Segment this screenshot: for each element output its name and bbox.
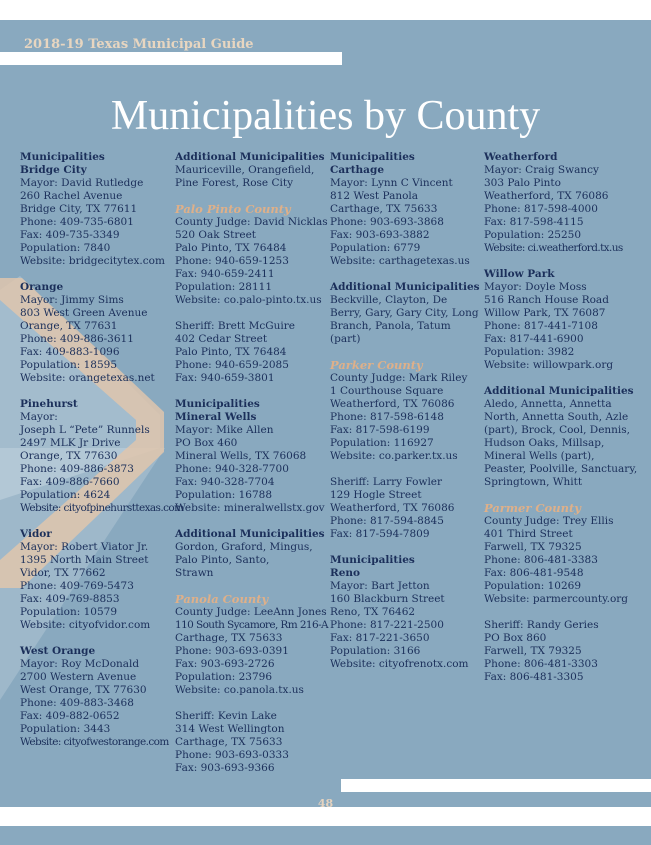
entry-line: Fax: 817-598-4115 <box>484 216 584 228</box>
section-heading: Additional Municipalities <box>484 385 634 397</box>
entry-line: 1395 North Main Street <box>20 554 149 566</box>
section-heading: Vidor <box>20 528 52 540</box>
entry-line: Population: 3982 <box>484 346 575 358</box>
entry-line: Phone: 903-693-3868 <box>330 216 444 228</box>
entry-line: Phone: 817-598-4000 <box>484 203 598 215</box>
entry-line: Willow Park, TX 76087 <box>484 307 606 319</box>
entry-line: 516 Ranch House Road <box>484 294 609 306</box>
section-heading: Municipalities <box>20 151 105 163</box>
entry-line: Phone: 409-886-3611 <box>20 333 134 345</box>
entry-line: Fax: 817-441-6900 <box>484 333 584 345</box>
page-number: 48 <box>317 797 334 810</box>
entry-line: Berry, Gary, Gary City, Long <box>330 307 479 319</box>
county-heading: Panola County <box>175 592 269 606</box>
website-line: Website: cityofpinehursttexas.com <box>20 502 184 514</box>
column-4 <box>484 151 636 684</box>
entry-line: Population: 25250 <box>484 229 582 241</box>
guide-title: 2018-19 Texas Municipal Guide <box>24 37 254 52</box>
entry-line: Fax: 409-735-3349 <box>20 229 120 241</box>
entry-line: Phone: 409-883-3468 <box>20 697 134 709</box>
entry-line: Vidor, TX 77662 <box>20 567 106 579</box>
entry-line: Phone: 940-659-2085 <box>175 359 289 371</box>
entry-line: Mayor: Doyle Moss <box>484 281 587 293</box>
entry-line: Population: 23796 <box>175 671 273 683</box>
entry-line: (part) <box>330 333 361 345</box>
spacer <box>484 606 636 619</box>
column-2 <box>175 151 327 775</box>
spacer <box>175 307 327 320</box>
entry-line: Fax: 817-598-6199 <box>330 424 430 436</box>
section-heading: Bridge City <box>20 164 87 176</box>
website-line: Website: mineralwellstx.gov <box>175 502 325 514</box>
entry-line: Phone: 940-328-7700 <box>175 463 289 475</box>
entry-line: Mayor: Lynn C Vincent <box>330 177 453 189</box>
entry-line: Joseph L “Pete” Runnels <box>20 424 150 436</box>
entry-line: 401 Third Street <box>484 528 573 540</box>
entry-line: Orange, TX 77630 <box>20 450 118 462</box>
entry-line: Mayor: Bart Jetton <box>330 580 430 592</box>
entry-line: Fax: 903-693-9366 <box>175 762 275 774</box>
entry-line: Gordon, Graford, Mingus, <box>175 541 313 553</box>
entry-line: County Judge: Mark Riley <box>330 372 468 384</box>
entry-line: 2700 Western Avenue <box>20 671 137 683</box>
entry-line: Hudson Oaks, Millsap, <box>484 437 605 449</box>
entry-line: 260 Rachel Avenue <box>20 190 123 202</box>
county-heading: Palo Pinto County <box>175 202 291 216</box>
entry-line: Fax: 409-769-8853 <box>20 593 120 605</box>
entry-line: Population: 7840 <box>20 242 111 254</box>
section-heading: Orange <box>20 281 64 293</box>
entry-line: Fax: 940-659-3801 <box>175 372 275 384</box>
entry-line: Population: 10269 <box>484 580 582 592</box>
entry-line: Phone: 817-598-6148 <box>330 411 444 423</box>
spacer <box>20 385 172 398</box>
spacer <box>330 463 482 476</box>
spacer <box>20 268 172 281</box>
entry-line: 110 South Sycamore, Rm 216-A <box>175 619 328 631</box>
county-heading: Parmer County <box>484 501 581 515</box>
entry-line: Phone: 806-481-3303 <box>484 658 598 670</box>
entry-line: 160 Blackburn Street <box>330 593 445 605</box>
spacer <box>20 632 172 645</box>
county-heading: Parker County <box>330 358 423 372</box>
entry-line: Phone: 817-221-2500 <box>330 619 444 631</box>
entry-line: 303 Palo Pinto <box>484 177 561 189</box>
entry-line: Population: 4624 <box>20 489 111 501</box>
entry-line: Population: 16788 <box>175 489 273 501</box>
entry-line: Population: 10579 <box>20 606 118 618</box>
spacer <box>175 515 327 528</box>
spacer <box>20 515 172 528</box>
entry-line: Beckville, Clayton, De <box>330 294 448 306</box>
entry-line: Phone: 903-693-0333 <box>175 749 289 761</box>
column-1 <box>20 151 184 749</box>
website-line: Website: bridgecitytex.com <box>20 255 165 267</box>
section-heading: Additional Municipalities <box>175 151 325 163</box>
entry-line: 812 West Panola <box>330 190 419 202</box>
entry-line: Fax: 940-659-2411 <box>175 268 275 280</box>
entry-line: Palo Pinto, Santo, <box>175 554 270 566</box>
entry-line: 803 West Green Avenue <box>20 307 148 319</box>
section-heading: Willow Park <box>484 268 555 280</box>
entry-line: Phone: 903-693-0391 <box>175 645 289 657</box>
entry-line: Phone: 817-441-7108 <box>484 320 598 332</box>
entry-line: Sheriff: Brett McGuire <box>175 320 295 332</box>
entry-line: Sheriff: Larry Fowler <box>330 476 443 488</box>
entry-line: Mayor: Mike Allen <box>175 424 274 436</box>
entry-line: Farwell, TX 79325 <box>484 541 582 553</box>
entry-line: Pine Forest, Rose City <box>175 177 293 189</box>
entry-line: 129 Hogle Street <box>330 489 422 501</box>
entry-line: Springtown, Whitt <box>484 476 583 488</box>
entry-line: Weatherford, TX 76086 <box>330 398 455 410</box>
website-line: Website: parmercounty.org <box>484 593 629 605</box>
entry-line: Branch, Panola, Tatum <box>330 320 451 332</box>
entry-line: Mayor: Roy McDonald <box>20 658 140 670</box>
entry-line: 1 Courthouse Square <box>330 385 444 397</box>
entry-line: Mineral Wells (part), <box>484 450 595 462</box>
entry-line: Fax: 903-693-3882 <box>330 229 430 241</box>
section-heading: Carthage <box>330 164 385 176</box>
entry-line: Population: 3443 <box>20 723 111 735</box>
section-heading: Municipalities <box>330 554 415 566</box>
entry-line: Population: 6779 <box>330 242 421 254</box>
website-line: Website: orangetexas.net <box>20 372 155 384</box>
entry-line: West Orange, TX 77630 <box>20 684 147 696</box>
section-heading: Municipalities <box>330 151 415 163</box>
entry-line: PO Box 860 <box>484 632 547 644</box>
entry-line: Fax: 817-221-3650 <box>330 632 430 644</box>
website-line: Website: cityofwestorange.com <box>20 736 169 748</box>
spacer <box>175 697 327 710</box>
entry-line: Population: 3166 <box>330 645 421 657</box>
website-line: Website: co.parker.tx.us <box>330 450 458 462</box>
entry-line: North, Annetta South, Azle <box>484 411 629 423</box>
website-line: Website: co.palo-pinto.tx.us <box>175 294 322 306</box>
entry-line: 520 Oak Street <box>175 229 257 241</box>
entry-line: 314 West Wellington <box>175 723 285 735</box>
entry-line: Palo Pinto, TX 76484 <box>175 242 287 254</box>
entry-line: Fax: 409-886-7660 <box>20 476 120 488</box>
website-line: Website: cityofvidor.com <box>20 619 151 631</box>
entry-line: Population: 18595 <box>20 359 118 371</box>
entry-line: Weatherford, TX 76086 <box>484 190 609 202</box>
spacer <box>330 268 482 281</box>
spacer <box>175 385 327 398</box>
entry-line: Mineral Wells, TX 76068 <box>175 450 307 462</box>
website-line: Website: cityofrenotx.com <box>330 658 469 670</box>
entry-line: Population: 28111 <box>175 281 273 293</box>
entry-line: Phone: 817-594-8845 <box>330 515 444 527</box>
entry-line: Weatherford, TX 76086 <box>330 502 455 514</box>
entry-line: Sheriff: Kevin Lake <box>175 710 277 722</box>
entry-line: County Judge: David Nicklas <box>175 216 328 228</box>
entry-line: County Judge: Trey Ellis <box>484 515 614 527</box>
section-heading: Reno <box>330 567 361 579</box>
entry-line: Fax: 940-328-7704 <box>175 476 275 488</box>
entry-line: Phone: 409-769-5473 <box>20 580 134 592</box>
column-3 <box>330 151 482 671</box>
entry-line: Mayor: Robert Viator Jr. <box>20 541 149 553</box>
entry-line: Aledo, Annetta, Annetta <box>484 398 612 410</box>
spacer <box>484 372 636 385</box>
entry-line: 402 Cedar Street <box>175 333 268 345</box>
entry-line: County Judge: LeeAnn Jones <box>175 606 327 618</box>
section-heading: Additional Municipalities <box>175 528 325 540</box>
entry-line: Population: 116927 <box>330 437 434 449</box>
entry-line: Fax: 409-883-1096 <box>20 346 120 358</box>
entry-line: Sheriff: Randy Geries <box>484 619 599 631</box>
entry-line: Fax: 817-594-7809 <box>330 528 430 540</box>
entry-line: Phone: 409-735-6801 <box>20 216 134 228</box>
section-heading: Pinehurst <box>20 398 78 410</box>
website-line: Website: co.panola.tx.us <box>175 684 304 696</box>
spacer <box>330 541 482 554</box>
entry-line: Mayor: Jimmy Sims <box>20 294 124 306</box>
entry-line: Bridge City, TX 77611 <box>20 203 138 215</box>
website-line: Website: carthagetexas.us <box>330 255 470 267</box>
entry-line: 2497 MLK Jr Drive <box>20 437 121 449</box>
entry-line: Fax: 806-481-3305 <box>484 671 584 683</box>
entry-line: Phone: 806-481-3383 <box>484 554 598 566</box>
section-heading: Additional Municipalities <box>330 281 480 293</box>
entry-line: Mayor: David Rutledge <box>20 177 144 189</box>
entry-line: Fax: 903-693-2726 <box>175 658 275 670</box>
website-line: Website: ci.weatherford.tx.us <box>484 242 623 254</box>
section-heading: West Orange <box>20 645 96 657</box>
section-heading: Weatherford <box>484 151 558 163</box>
page-title: Municipalities by County <box>110 93 541 139</box>
entry-line: Fax: 409-882-0652 <box>20 710 120 722</box>
entry-line: Phone: 409-886-3873 <box>20 463 134 475</box>
entry-line: Reno, TX 76462 <box>330 606 416 618</box>
entry-line: Carthage, TX 75633 <box>175 632 283 644</box>
entry-line: Carthage, TX 75633 <box>330 203 438 215</box>
entry-line: Mayor: <box>20 411 58 423</box>
entry-line: PO Box 460 <box>175 437 238 449</box>
entry-line: Carthage, TX 75633 <box>175 736 283 748</box>
entry-line: Strawn <box>175 567 214 579</box>
section-heading: Mineral Wells <box>175 411 257 423</box>
spacer <box>484 255 636 268</box>
entry-line: Peaster, Poolville, Sanctuary, <box>484 463 638 475</box>
entry-line: Fax: 806-481-9548 <box>484 567 584 579</box>
entry-line: Phone: 940-659-1253 <box>175 255 289 267</box>
entry-line: Mayor: Craig Swancy <box>484 164 599 176</box>
entry-line: Palo Pinto, TX 76484 <box>175 346 287 358</box>
website-line: Website: willowpark.org <box>484 359 614 371</box>
entry-line: Orange, TX 77631 <box>20 320 118 332</box>
entry-line: Farwell, TX 79325 <box>484 645 582 657</box>
section-heading: Municipalities <box>175 398 260 410</box>
entry-line: (part), Brock, Cool, Dennis, <box>484 424 631 436</box>
entry-line: Mauriceville, Orangefield, <box>175 164 315 176</box>
